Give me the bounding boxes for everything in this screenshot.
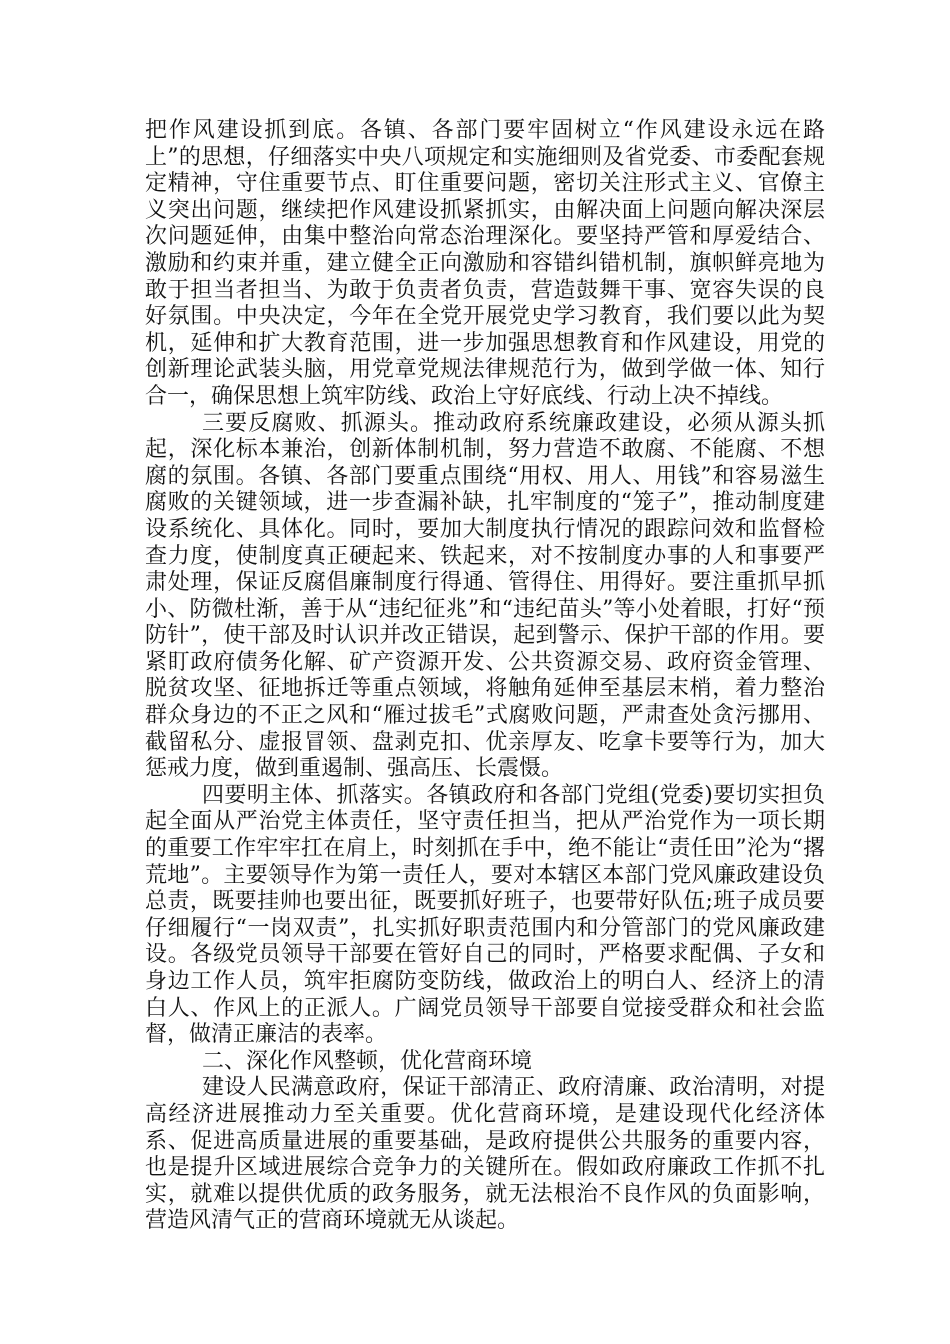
document-page — [145, 118, 825, 1235]
paragraph-business-environment: 建设人民满意政府，保证干部清正、政府清廉、政治清明，对提高经济进展推动力至关重要。优化营商环境，是建设现代化经济体系、促进高质量进展的重要基础，是政府提供公共服务的重要内容，也是提升区域进展综合竞争力的关键所在。假如政府廉政工作抓不扎实，就难以提供优质的政务服务，就无法根治不良作风的负面影响，营造风清气正的营商环境就无从谈起。 — [145, 1075, 825, 1234]
section-heading: 二、深化作风整顿，优化营商环境 — [202, 1048, 533, 1074]
paragraph-anti-corruption: 三要反腐败、抓源头。推动政府系统廉政建设，必须从源头抓起，深化标本兼治，创新体制机制，努力营造不敢腐、不能腐、不想腐的氛围。各镇、各部门要重点围绕“用权、用人、用钱”和容易滋生腐败的关键领域，进一步查漏补缺，扎牢制度的“笼子”，推动制度建设系统化、具体化。同时，要加大制度执行情况的跟踪问效和监督检查力度，使制度真正硬起来、铁起来，对不按制度办事的人和事要严肃处理，保证反腐倡廉制度行得通、管得住、用得好。要注重抓早抓小、防微杜渐，善于从“违纪征兆”和“违纪苗头”等小处着眼，打好“预防针”，使干部及时认识并改正错误，起到警示、保护干部的作用。要紧盯政府债务化解、矿产资源开发、公共资源交易、政府资金管理、脱贫攻坚、征地拆迁等重点领域，将触角延伸至基层末梢，着力整治群众身边的不正之风和“雁过拔毛”式腐败问题，严肃查处贪污挪用、截留私分、虚报冒领、盘剥克扣、优亲厚友、吃拿卡要等行为，加大惩戒力度，做到重遏制、强高压、长震慑。 — [145, 410, 825, 782]
paragraph-work-style: 把作风建设抓到底。各镇、各部门要牢固树立“作风建设永远在路上”的思想，仔细落实中央八项规定和实施细则及省党委、市委配套规定精神，守住重要节点、盯住重要问题，密切关注形式主义、官僚主义突出问题，继续把作风建设抓紧抓实，由解决面上问题向解决深层次问题延伸，由集中整治向常态治理深化。要坚持严管和厚爱结合、激励和约束并重，建立健全正向激励和容错纠错机制，旗帜鲜亮地为敢于担当者担当、为敢于负责者负责，营造鼓舞干事、宽容失误的良好氛围。中央决定，今年在全党开展党史学习教育，我们要以此为契机，延伸和扩大教育范围，进一步加强思想教育和作风建设，用党的创新理论武装头脑，用党章党规法律规范行为，做到学做一体、知行合一，确保思想上筑牢防线、政治上守好底线、行动上决不掉线。 — [145, 118, 825, 409]
paragraph-responsibility: 四要明主体、抓落实。各镇政府和各部门党组(党委)要切实担负起全面从严治党主体责任，坚守责任担当，把从严治党作为一项长期的重要工作牢牢扛在肩上，时刻抓在手中，绝不能让“责任田”沦为“撂荒地”。主要领导作为第一责任人，要对本辖区本部门党风廉政建设负总责，既要挂帅也要出征，既要抓好班子，也要带好队伍;班子成员要仔细履行“一岗双责”，扎实抓好职责范围内和分管部门的党风廉政建设。各级党员领导干部要在管好自己的同时，严格要求配偶、子女和身边工作人员，筑牢拒腐防变防线，做政治上的明白人、经济上的清白人、作风上的正派人。广阔党员领导干部要自觉接受群众和社会监督，做清正廉洁的表率。 — [145, 782, 825, 1048]
